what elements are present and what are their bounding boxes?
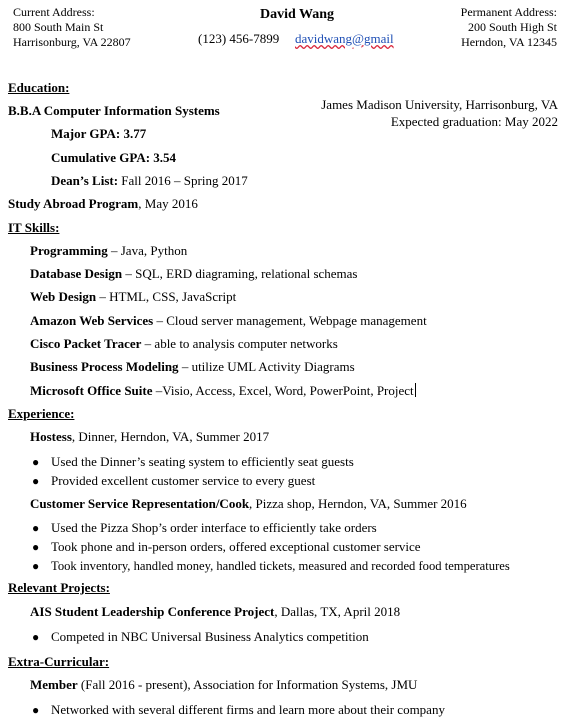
activity-detail: (Fall 2016 - present), Association for Information Systems, JMU (77, 677, 418, 692)
skill-name: Amazon Web Services (30, 313, 154, 328)
current-address-city: Harrisonburg, VA 22807 (13, 35, 131, 49)
degree: B.B.A Computer Information Systems (8, 103, 220, 118)
job-title: Hostess (30, 429, 72, 444)
cumulative-gpa: Cumulative GPA: 3.54 (51, 150, 177, 165)
skill-name: Database Design (30, 266, 123, 281)
permanent-address-street: 200 South High St (467, 20, 557, 34)
skill-detail: – Cloud server management, Webpage management (153, 313, 427, 328)
study-abroad (8, 196, 198, 212)
experience-heading: Experience: (8, 406, 75, 421)
job-detail: , Pizza shop, Herndon, VA, Summer 2016 (249, 496, 467, 511)
phone-number: (123) 456-7899 (198, 31, 280, 46)
skill-item (30, 266, 357, 282)
skill-detail: – Java, Python (107, 243, 188, 258)
school: James Madison University, Harrisonburg, VA (321, 97, 558, 112)
text-cursor (415, 383, 416, 397)
job-title-line (30, 496, 467, 512)
skill-detail: – utilize UML Activity Diagrams (178, 359, 355, 374)
skill-name: Web Design (30, 289, 97, 304)
deans-list-value: Fall 2016 – Spring 2017 (118, 173, 248, 188)
job-detail: , Dinner, Herndon, VA, Summer 2017 (71, 429, 270, 444)
skills-heading: IT Skills: (8, 220, 60, 235)
activity-title: Member (30, 677, 78, 692)
project-title-line (30, 604, 400, 620)
deans-list-label: Dean’s List: (51, 173, 119, 188)
skill-name: Programming (30, 243, 108, 258)
skill-detail: – able to analysis computer networks (141, 336, 338, 351)
project-detail: , Dallas, TX, April 2018 (274, 604, 401, 619)
skill-item (30, 313, 427, 329)
skill-detail: –Visio, Access, Excel, Word, PowerPoint, Project (152, 383, 414, 398)
permanent-address-city: Herndon, VA 12345 (461, 35, 557, 49)
list-item: Competed in NBC Universal Business Analytics competition (51, 629, 369, 644)
project-title: AIS Student Leadership Conference Project (30, 604, 275, 619)
skill-item (30, 383, 416, 399)
skill-item (30, 336, 338, 352)
projects-heading: Relevant Projects: (8, 580, 110, 595)
deans-list (51, 173, 248, 189)
list-item: Used the Pizza Shop’s order interface to efficiently take orders (51, 520, 377, 535)
skill-detail: – HTML, CSS, JavaScript (96, 289, 237, 304)
education-heading: Education: (8, 80, 70, 95)
extracurricular-heading: Extra-Curricular: (8, 654, 110, 669)
bullet-icon: ● (32, 455, 40, 469)
current-address-street: 800 South Main St (13, 20, 104, 34)
list-item: Provided excellent customer service to every guest (51, 473, 316, 488)
current-address-label: Current Address: (13, 5, 95, 19)
bullet-icon: ● (32, 474, 40, 488)
skill-name: Microsoft Office Suite (30, 383, 153, 398)
list-item: Took phone and in-person orders, offered exceptional customer service (51, 539, 421, 554)
skill-detail: – SQL, ERD diagraming, relational schemas (122, 266, 358, 281)
study-abroad-value: , May 2016 (138, 196, 198, 211)
list-item: Took inventory, handled money, handled tickets, measured and recorded food temperatures (51, 559, 510, 573)
bullet-icon: ● (32, 521, 40, 535)
email-link[interactable]: davidwang@gmail (295, 31, 394, 46)
list-item: Networked with several different firms and learn more about their company (51, 702, 445, 717)
job-title: Customer Service Representation/Cook (30, 496, 250, 511)
major-gpa: Major GPA: 3.77 (51, 126, 147, 141)
study-abroad-label: Study Abroad Program (8, 196, 139, 211)
bullet-icon: ● (32, 559, 40, 573)
skill-item (30, 289, 236, 305)
permanent-address-label: Permanent Address: (460, 5, 557, 19)
list-item: Used the Dinner’s seating system to efficiently seat guests (51, 454, 354, 469)
skill-name: Business Process Modeling (30, 359, 179, 374)
applicant-name: David Wang (260, 7, 335, 22)
skill-item (30, 243, 187, 259)
bullet-icon: ● (32, 703, 40, 717)
bullet-icon: ● (32, 540, 40, 554)
skill-name: Cisco Packet Tracer (30, 336, 142, 351)
job-title-line (30, 429, 269, 445)
graduation-date: Expected graduation: May 2022 (390, 114, 558, 129)
bullet-icon: ● (32, 630, 40, 644)
skill-item (30, 359, 355, 375)
activity-title-line (30, 677, 417, 693)
